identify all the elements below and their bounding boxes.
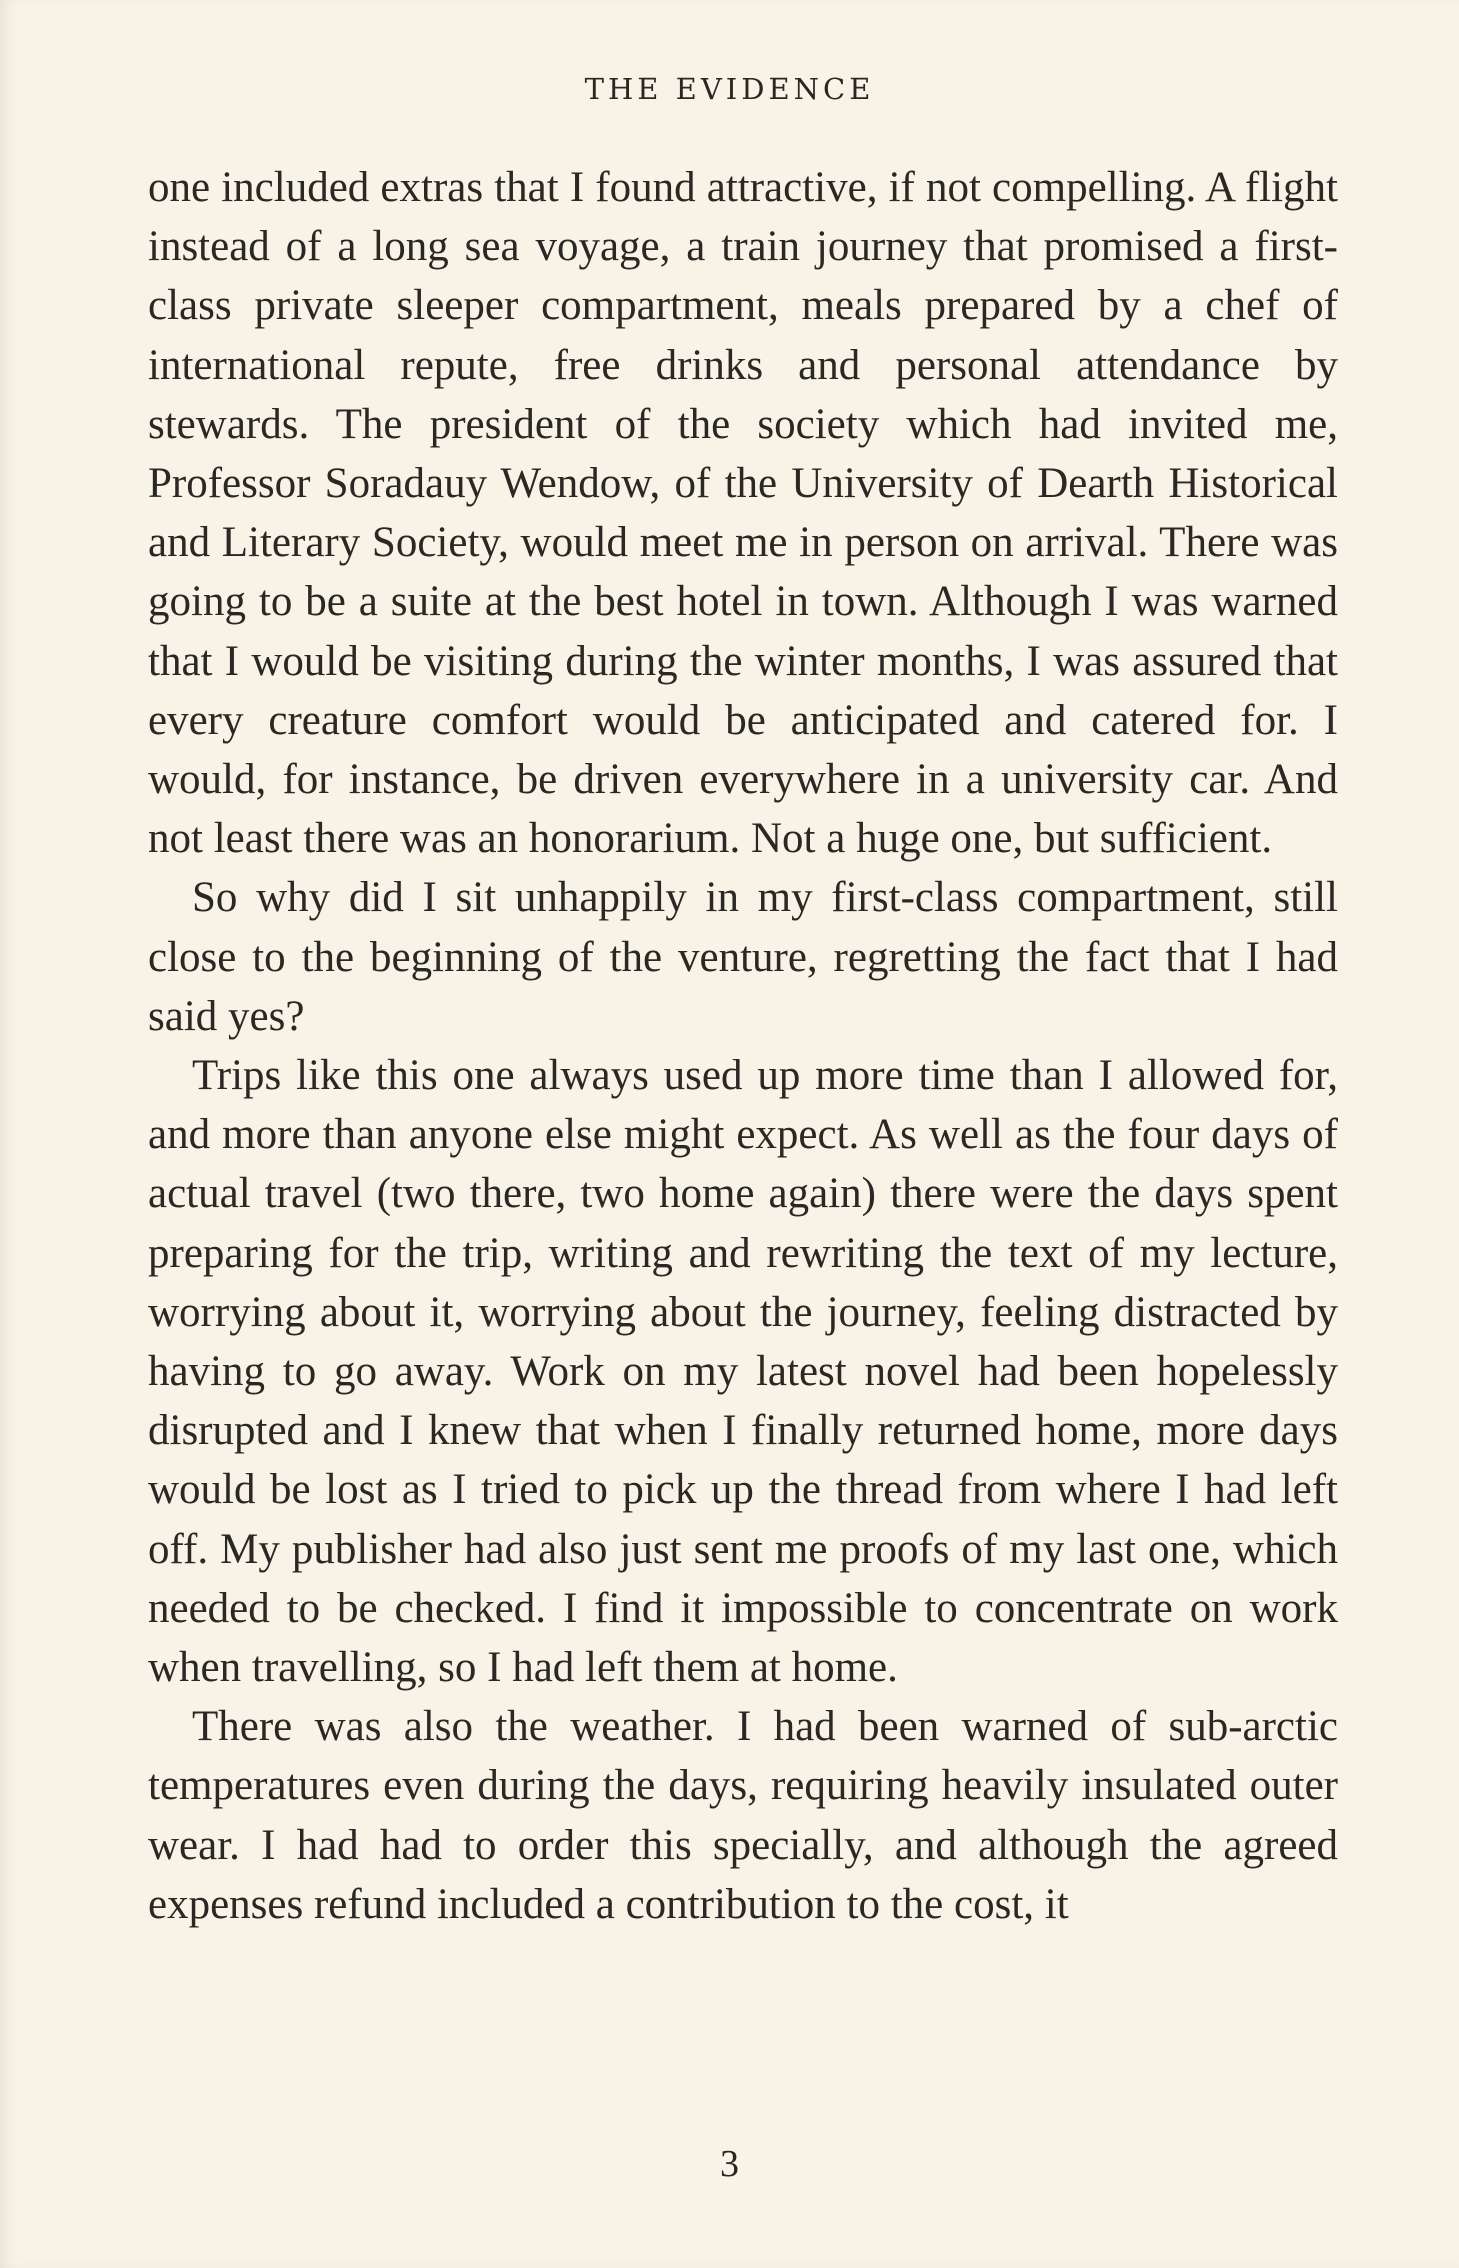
body-text	[148, 158, 1338, 1934]
running-head: THE EVIDENCE	[584, 72, 875, 106]
paragraph-continued: one included extras that I found attractive, if not compelling. A flight instead of a long sea voyage, a train journey that promised a first-class private sleeper compartment, meals prepared by a chef of international repute, free drinks and personal attendance by stewards. The president of the society which had invited me, Professor Soradauy Wendow, of the University of Dearth Historical and Literary Society, would meet me in person on arrival. There was going to be a suite at the best hotel in town. Although I was warned that I would be visiting during the winter months, I was assured that every creature comfort would be anticipated and catered for. I would, for instance, be driven everywhere in a university car. And not least there was an honorarium. Not a huge one, but sufficient.	[148, 164, 1338, 863]
paragraph: So why did I sit unhappily in my first-class compartment, still close to the beginning of the venture, regretting the fact that I had said yes?	[148, 874, 1338, 1040]
paragraph: Trips like this one always used up more time than I allowed for, and more than anyone else might expect. As well as the four days of actual travel (two there, two home again) there were the days spent preparing for the trip, writing and rewriting the text of my lecture, worrying about it, worrying about the journey, feeling distracted by having to go away. Work on my latest novel had been hopelessly disrupted and I knew that when I finally returned home, more days would be lost as I tried to pick up the thread from where I had left off. My publisher had also just sent me proofs of my last one, which needed to be checked. I find it impossible to concentrate on work when travelling, so I had left them at home.	[148, 1052, 1338, 1692]
page-number: 3	[720, 2143, 739, 2185]
paragraph: There was also the weather. I had been warned of sub-arctic temperatures even during the days, requiring heavily insulated outer wear. I had had to order this specially, and although the agreed expenses refund included a contribution to the cost, it	[148, 1703, 1338, 1928]
